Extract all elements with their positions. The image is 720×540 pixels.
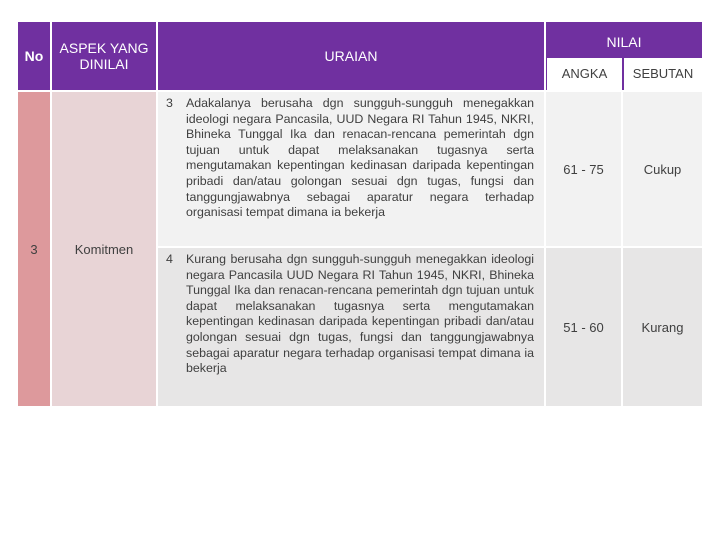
header-sebutan (624, 58, 702, 90)
uraian-item-3 (158, 92, 544, 246)
header-no (18, 22, 50, 90)
header-uraian (158, 22, 544, 90)
header-sebutan-label: SEBUTAN (632, 66, 694, 81)
header-nilai-sub-bg (546, 57, 702, 90)
angka-item-3-value: 61 - 75 (563, 161, 604, 177)
row-no-cell (18, 92, 50, 406)
sebutan-item-3-value: Cukup (643, 161, 682, 177)
sebutan-item-4 (623, 248, 702, 406)
sebutan-item-4-value: Kurang (641, 319, 684, 335)
header-aspek-label: ASPEK YANG DINILAI (59, 40, 149, 72)
uraian-item-3-text: Adakalanya berusaha dgn sungguh-sungguh menegakkan ideologi negara Pancasila, UUD Negara RI Tahun 1945, NKRI, Bhineka Tunggal Ika dan renacan-rencana pemerintah dgn tujuan untuk dapat melaksanakan tugasnya serta mengutamakan kepentingan kedinasan daripada kepentingan pribadi dan/atau golongan sesuai dgn tugas, fungsi dan tanggungjawabnya sebagai aparatur negara terhadap organisasi tempat dimana ia bekerja (186, 96, 534, 220)
uraian-item-3-number: 3 (166, 96, 173, 110)
sebutan-item-3 (623, 92, 702, 246)
header-uraian-label: URAIAN (324, 48, 378, 64)
uraian-item-4 (158, 248, 544, 406)
angka-item-3 (546, 92, 621, 246)
row-aspek-cell (52, 92, 156, 406)
row-aspek-value: Komitmen (74, 241, 134, 257)
header-nilai-label: NILAI (606, 33, 642, 50)
row-no-value: 3 (30, 241, 38, 257)
header-nilai (546, 22, 702, 57)
header-aspek (52, 22, 156, 90)
angka-item-4-value: 51 - 60 (563, 319, 604, 335)
header-no-label: No (24, 48, 44, 64)
header-angka (547, 58, 622, 90)
uraian-item-4-number: 4 (166, 252, 173, 266)
angka-item-4 (546, 248, 621, 406)
uraian-item-4-text: Kurang berusaha dgn sungguh-sungguh menegakkan ideologi negara Pancasila UUD Negara RI Tahun 1945, NKRI, Bhineka Tunggal Ika dan renacan-rencana pemerintah dgn tujuan untuk dapat melaksanakan tugasnya serta mengutamakan kepentingan kedinasan daripada kepentingan pribadi dan/atau golongan sesuai dgn tugas, fungsi dan tanggungjawabnya sebagai aparatur negara terhadap organisasi tempat dimana ia bekerja (186, 252, 534, 376)
header-angka-label: ANGKA (561, 66, 608, 81)
